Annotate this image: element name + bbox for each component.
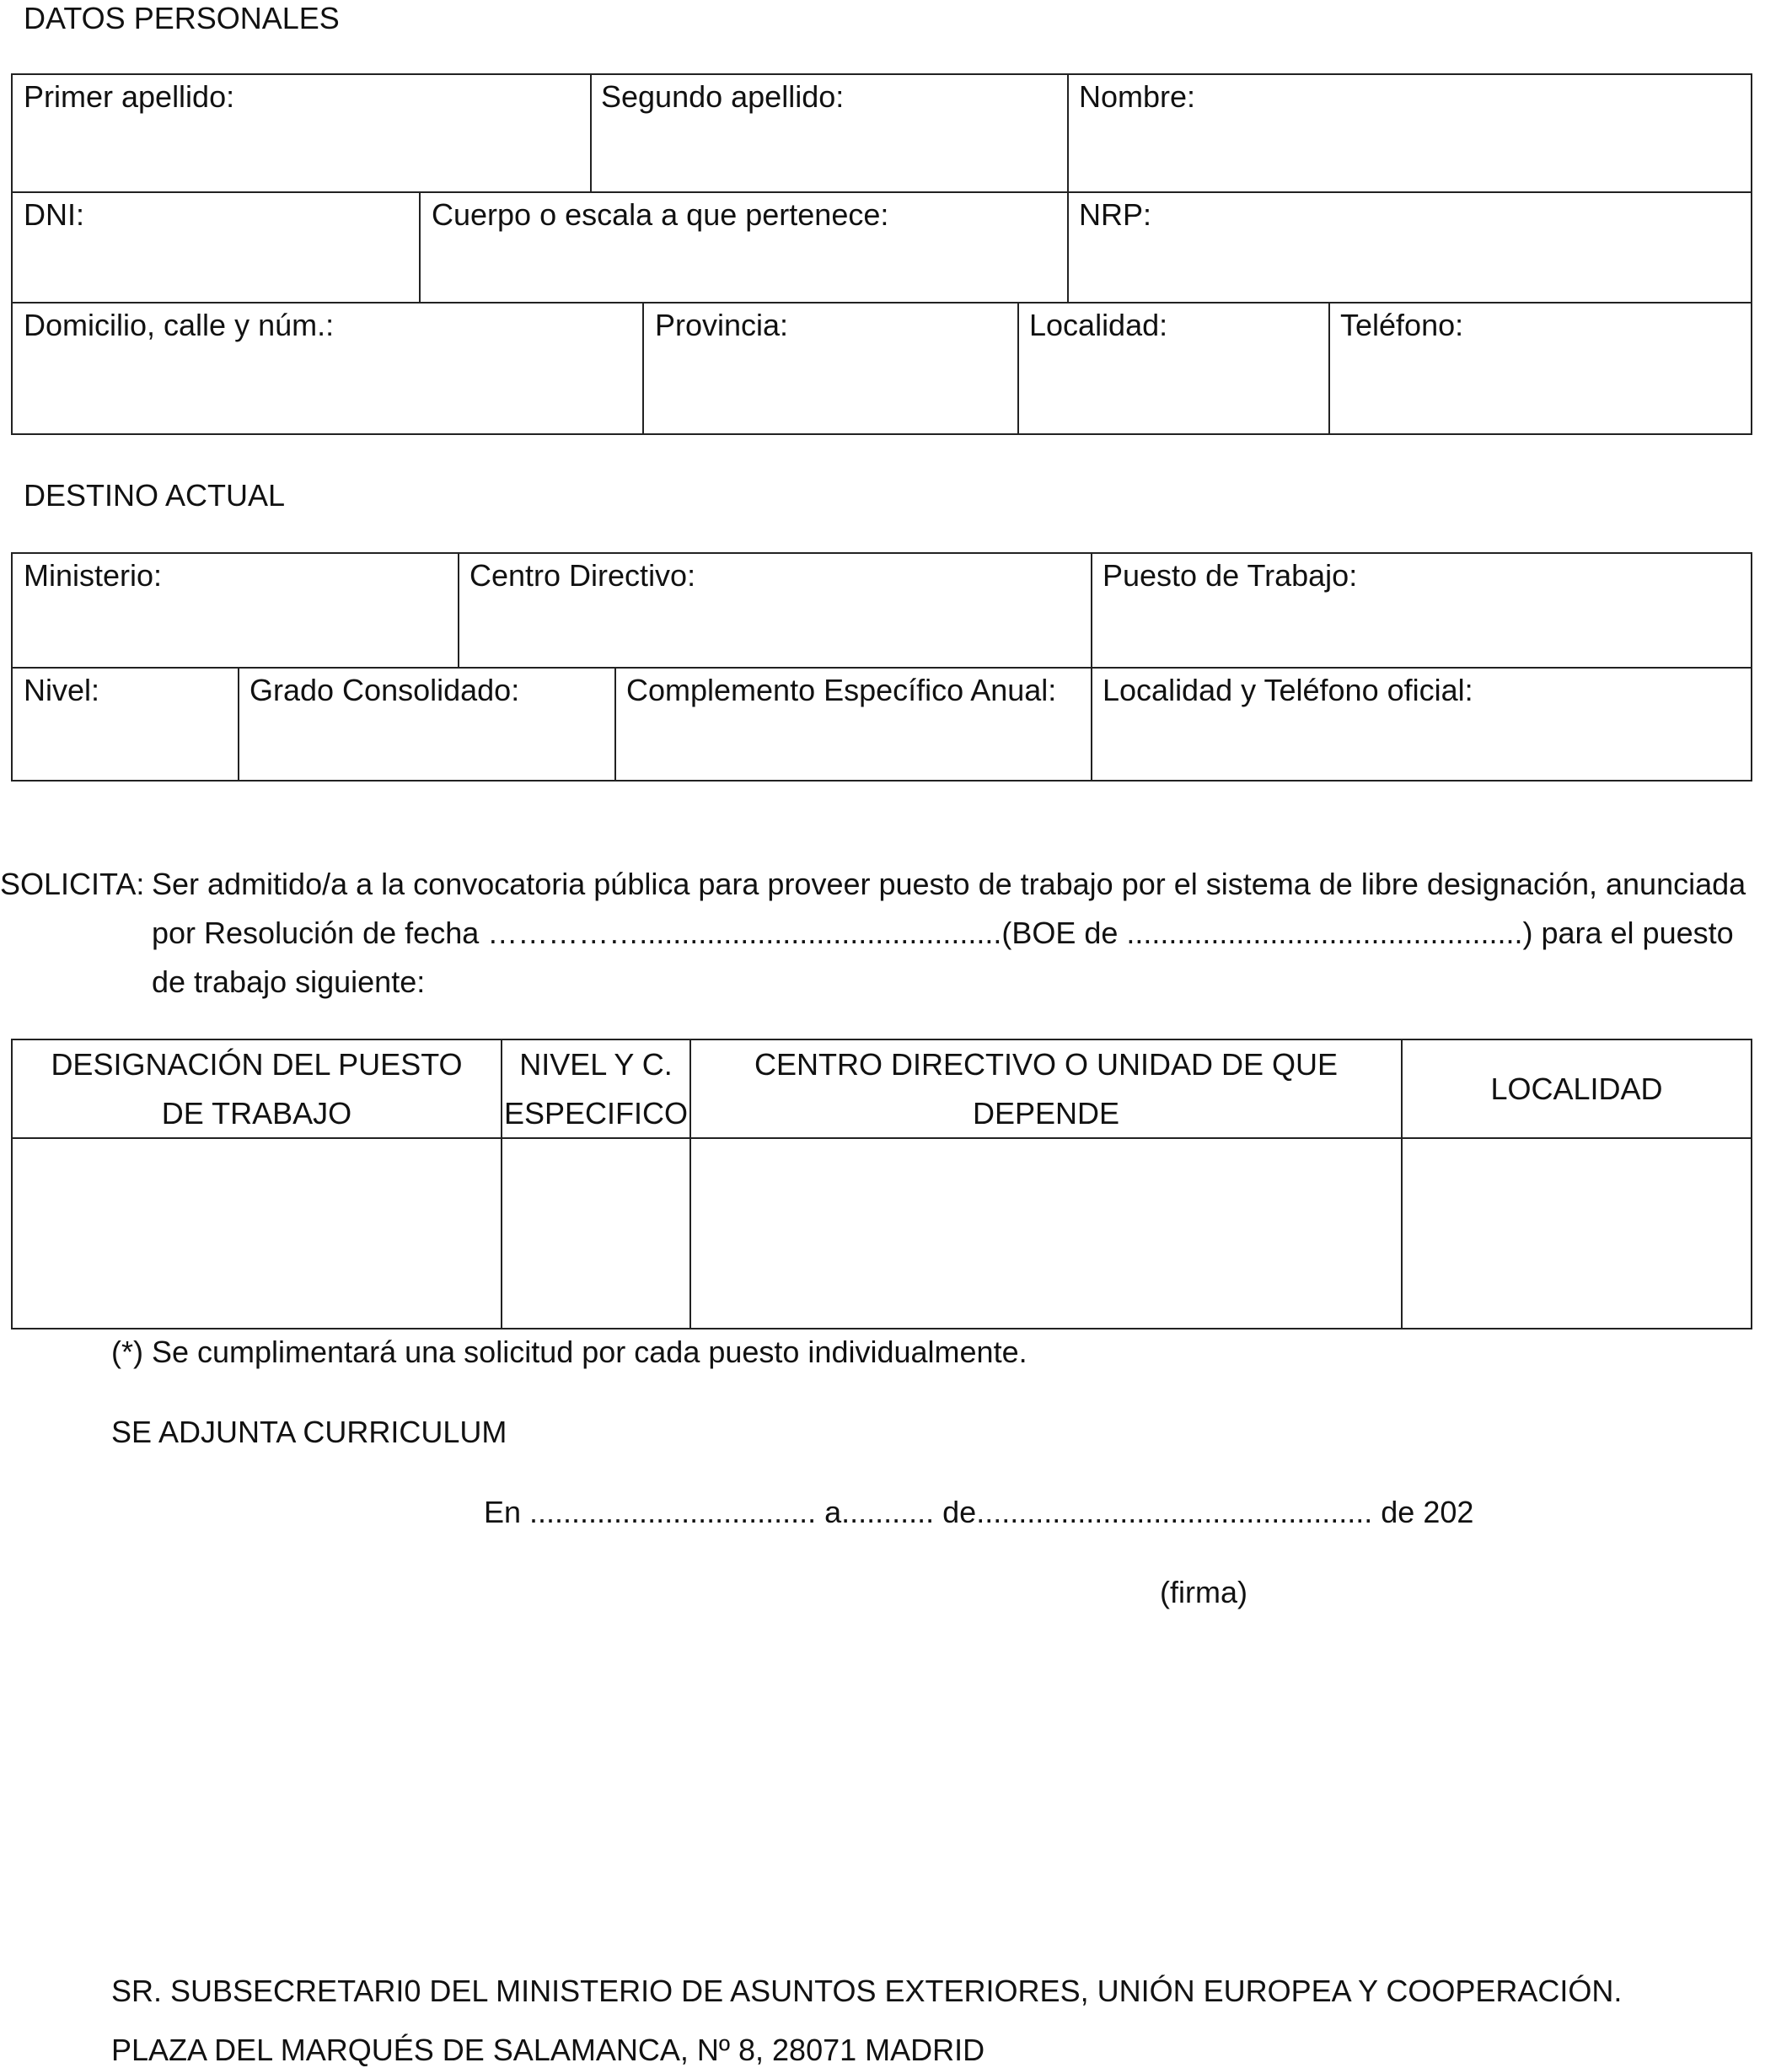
table-divider	[590, 73, 592, 192]
personal-section-title: DATOS PERSONALES	[24, 1, 340, 35]
header-localidad: LOCALIDAD	[1490, 1071, 1663, 1106]
nivel-input-cell[interactable]	[502, 1139, 689, 1328]
provincia-field[interactable]: Provincia:	[655, 308, 789, 342]
recipient-line-1: SR. SUBSECRETARI0 DEL MINISTERIO DE ASUNTOS EXTERIORES, UNIÓN EUROPEA Y COOPERACIÓN.	[111, 1974, 1623, 2008]
header-centro-directivo: CENTRO DIRECTIVO O UNIDAD DE QUE DEPENDE	[754, 1046, 1339, 1131]
solicita-line-3: de trabajo siguiente:	[152, 964, 426, 999]
cuerpo-escala-field[interactable]: Cuerpo o escala a que pertenece:	[432, 197, 889, 232]
nombre-field[interactable]: Nombre:	[1079, 79, 1196, 114]
table-divider	[642, 302, 644, 435]
complemento-especifico-field[interactable]: Complemento Específico Anual:	[626, 673, 1057, 707]
firma-label: (firma)	[1160, 1575, 1247, 1609]
localidad-field[interactable]: Localidad:	[1029, 308, 1168, 342]
localidad-telefono-oficial-field[interactable]: Localidad y Teléfono oficial:	[1103, 673, 1473, 707]
solicita-line-2: por Resolución de fecha ……………...........................................(BOE de ...............................................) para el puesto	[152, 916, 1734, 950]
solicita-label: SOLICITA:	[0, 867, 145, 901]
table-divider	[1017, 302, 1019, 435]
table-divider	[1067, 73, 1069, 303]
primer-apellido-field[interactable]: Primer apellido:	[24, 79, 235, 114]
dni-field[interactable]: DNI:	[24, 197, 84, 232]
table-divider	[11, 667, 1752, 669]
nivel-field[interactable]: Nivel:	[24, 673, 100, 707]
designacion-input-cell[interactable]	[13, 1139, 501, 1328]
telefono-field[interactable]: Teléfono:	[1340, 308, 1464, 342]
solicita-line-1: Ser admitido/a a la convocatoria pública para proveer puesto de trabajo por el sistema de libre designación, anunciada	[152, 867, 1746, 901]
table-divider	[1091, 552, 1092, 782]
recipient-line-2: PLAZA DEL MARQUÉS DE SALAMANCA, Nº 8, 28071 MADRID	[111, 2033, 985, 2067]
table-divider	[11, 191, 1752, 193]
header-designacion: DESIGNACIÓN DEL PUESTO DE TRABAJO	[51, 1046, 463, 1131]
localidad-input-cell[interactable]	[1403, 1139, 1751, 1328]
table-divider	[11, 302, 1752, 303]
table-divider	[614, 667, 616, 782]
segundo-apellido-field[interactable]: Segundo apellido:	[601, 79, 845, 114]
puesto-trabajo-field[interactable]: Puesto de Trabajo:	[1103, 558, 1358, 593]
personal-data-table	[11, 73, 1752, 435]
table-divider	[458, 552, 459, 668]
grado-consolidado-field[interactable]: Grado Consolidado:	[249, 673, 520, 707]
header-nivel-especifico: NIVEL Y C. ESPECIFICO	[503, 1046, 689, 1131]
ministerio-field[interactable]: Ministerio:	[24, 558, 163, 593]
destino-section-title: DESTINO ACTUAL	[24, 478, 286, 513]
table-divider	[419, 191, 421, 303]
domicilio-field[interactable]: Domicilio, calle y núm.:	[24, 308, 335, 342]
centro-directivo-field[interactable]: Centro Directivo:	[469, 558, 696, 593]
nrp-field[interactable]: NRP:	[1079, 197, 1152, 232]
curriculum-note: SE ADJUNTA CURRICULUM	[111, 1415, 507, 1449]
table-divider	[238, 667, 239, 782]
footnote: (*) Se cumplimentará una solicitud por cada puesto individualmente.	[111, 1335, 1027, 1369]
table-divider	[1328, 302, 1330, 435]
centro-input-cell[interactable]	[691, 1139, 1401, 1328]
place-date-line[interactable]: En .................................. a........... de............................................... de 202	[484, 1495, 1474, 1529]
